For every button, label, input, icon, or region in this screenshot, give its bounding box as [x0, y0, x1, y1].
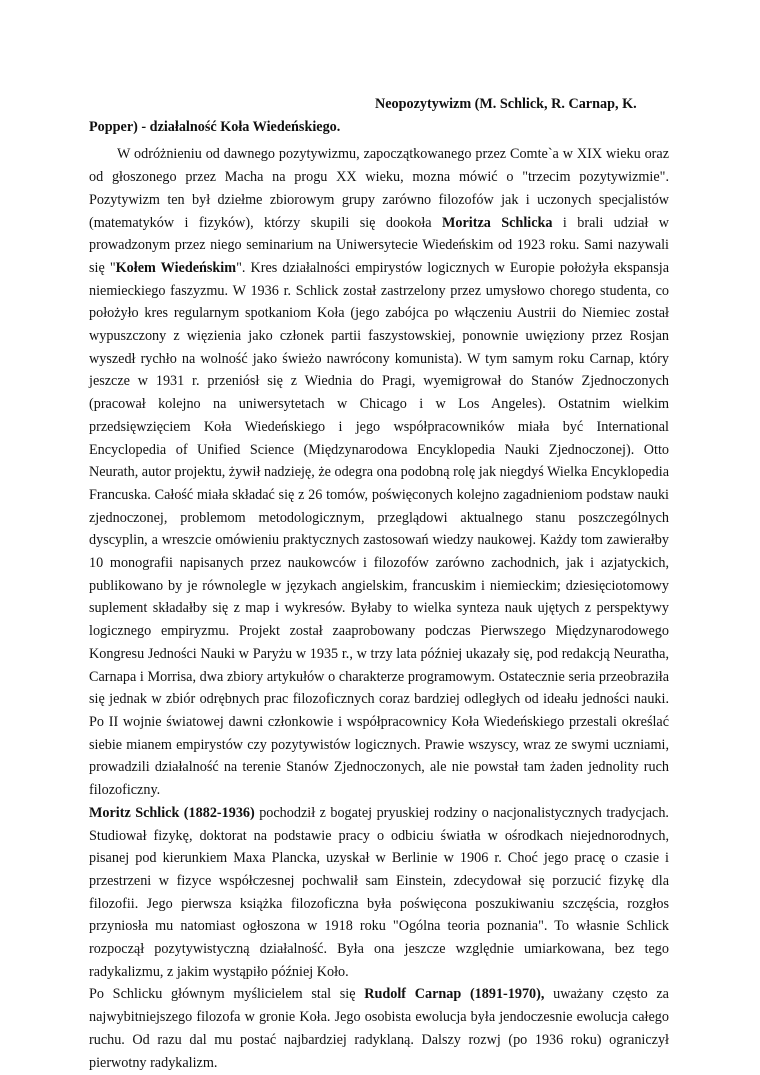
- document-title: Neopozytywizm (M. Schlick, R. Carnap, K. Popper) - działalność Koła Wiedeńskiego.: [89, 96, 637, 135]
- bold-run-kolo: Kołem Wiedeńskim: [115, 259, 237, 276]
- text-run: ". Kres działalności empirystów logicznych w Europie położyła ekspansja niemieckiego faszyzmu. W 1936 r. Schlick został zastrzelony przez umysłowo chorego studenta, co położyło kres regularnym spotkaniom Koła (jego zabójca po włączeniu Austrii do Niemiec został wypuszczony z więzienia jako członek partii faszystowskiej, ponownie uwięziony przez Rosjan wyszedł rychło na wolność jako świeżo nawrócony komunista). W tym samym roku Carnap, który jeszcze w 1931 r. przeniósł się z Wiednia do Pragi, wyemigrował do Stanów Zjednoczonych (pracował kolejno na uniwersytetach w Chicago i w Los Angeles). Ostatnim wielkim przedsięwzięciem Koła Wiedeńskiego i jego współpracowników miała być International Encyclopedia of Unified Science (Międzynarodowa Encyklopedia Nauki Zjednoczonej). Otto Neurath, autor projektu, żywił nadzieję, że odegra ona podobną rolę jak niegdyś Wielka Encyklopedia Francuska. Całość miała składać się z 26 tomów, poświęconych kolejno zagadnieniom podstaw nauki zjednoczonej, problemom metodologicznym, przeglądowi aktualnego stanu poszczególnych dyscyplin, a wreszcie omówieniu praktycznych zastosowań wiedzy naukowej. Każdy tom zawierałby 10 monografii napisanych przez naukowców i filozofów zarówno zachodnich, jak i azjatyckich, publikowano by je równolegle w językach angielskim, francuskim i niemieckim; dziesięciotomowy suplement składałby się z map i wykresów. Byłaby to wielka synteza nauk ujętych z perspektywy logicznego empiryzmu. Projekt został zaaprobowany podczas Pierwszego Międzynarodowego Kongresu Jedności Nauki w Paryżu w 1935 r., w trzy lata później ukazały się, pod redakcją Neuratha, Carnapa i Morrisa, dwa zbiory artykułów o charakterze programowym. Ostatecznie seria przeobraziła się jednak w zbiór odrębnych prac filozoficznych coraz bardziej odległych od ideału jedności nauki. Po II wojnie światowej dawni członkowie i współpracownicy Koła Wiedeńskiego przestali określać siebie mianem empirystów czy pozytywistów logicznych. Prawie wszyscy, wraz ze swymi uczniami, prowadzili działalność na terenie Stanów Zjednoczonych, ale nie powstał tam żaden jednolity ruch filozoficzny.: [89, 259, 669, 799]
- document-page: [89, 93, 669, 1074]
- paragraph-schlick: [89, 802, 669, 984]
- text-run: Po Schlicku głównym myślicielem stal się: [89, 986, 365, 1003]
- text-run: uważany często za najwybitniejszego filozofa w gronie Koła. Jego osobista ewolucja była jendoczesnie ewolucja całego ruchu. Od razu dal mu postać najbardziej radyklaną. Dalszy rozwj (po 1936 roku) ograniczył pierwotny radykalizm.: [89, 986, 669, 1071]
- paragraph-carnap: [89, 983, 669, 1074]
- paragraph-vienna-circle: [89, 143, 669, 801]
- bold-run-schlick: Moritza Schlicka: [442, 214, 553, 231]
- text-run: i brali udział w prowadzonym przez niego seminarium na Uniwersytecie Wiedeńskim od 1923 roku. Sami nazywali się ": [89, 214, 669, 276]
- bold-run-schlick-name: Moritz Schlick (1882-1936): [89, 804, 255, 821]
- bold-run-carnap-name: Rudolf Carnap (1891-1970),: [364, 986, 545, 1003]
- text-run: W odróżnieniu od dawnego pozytywizmu, zapoczątkowanego przez Comte`a w XIX wieku oraz od głoszonego przez Macha na progu XX wieku, mozna mówić o "trzecim pozytywizmie". Pozytywizm ten był dziełme zbiorowym grupy zarówno filozofów jak i uczonych specjalistów (matematyków i fizyków), którzy skupili się dookoła: [89, 146, 669, 231]
- text-run: pochodził z bogatej pryuskiej rodziny o nacjonalistycznych tradycjach. Studiował fizykę, doktorat na podstawie pracy o odbiciu światła w ośrodkach niejednorodnych, pisanej pod kierunkiem Maxa Plancka, uzyskał w Berlinie w 1906 r. Choć jego pracę o czasie i przestrzeni w fizyce współczesnej pochwalił sam Einstein, zdecydował się porzucić fizykę dla filozofii. Jego pierwsza książka filozoficzna była poświęcona poszukiwaniu szczęścia, rozgłos przyniosła mu natomiast ogłoszona w 1918 roku "Ogólna teoria poznania". To własnie Schlick rozpoczął pozytywistyczną działalność. Była ona jeszcze względnie umiarkowana, bez tego radykalizmu, z jakim wystąpiło później Koło.: [89, 804, 669, 980]
